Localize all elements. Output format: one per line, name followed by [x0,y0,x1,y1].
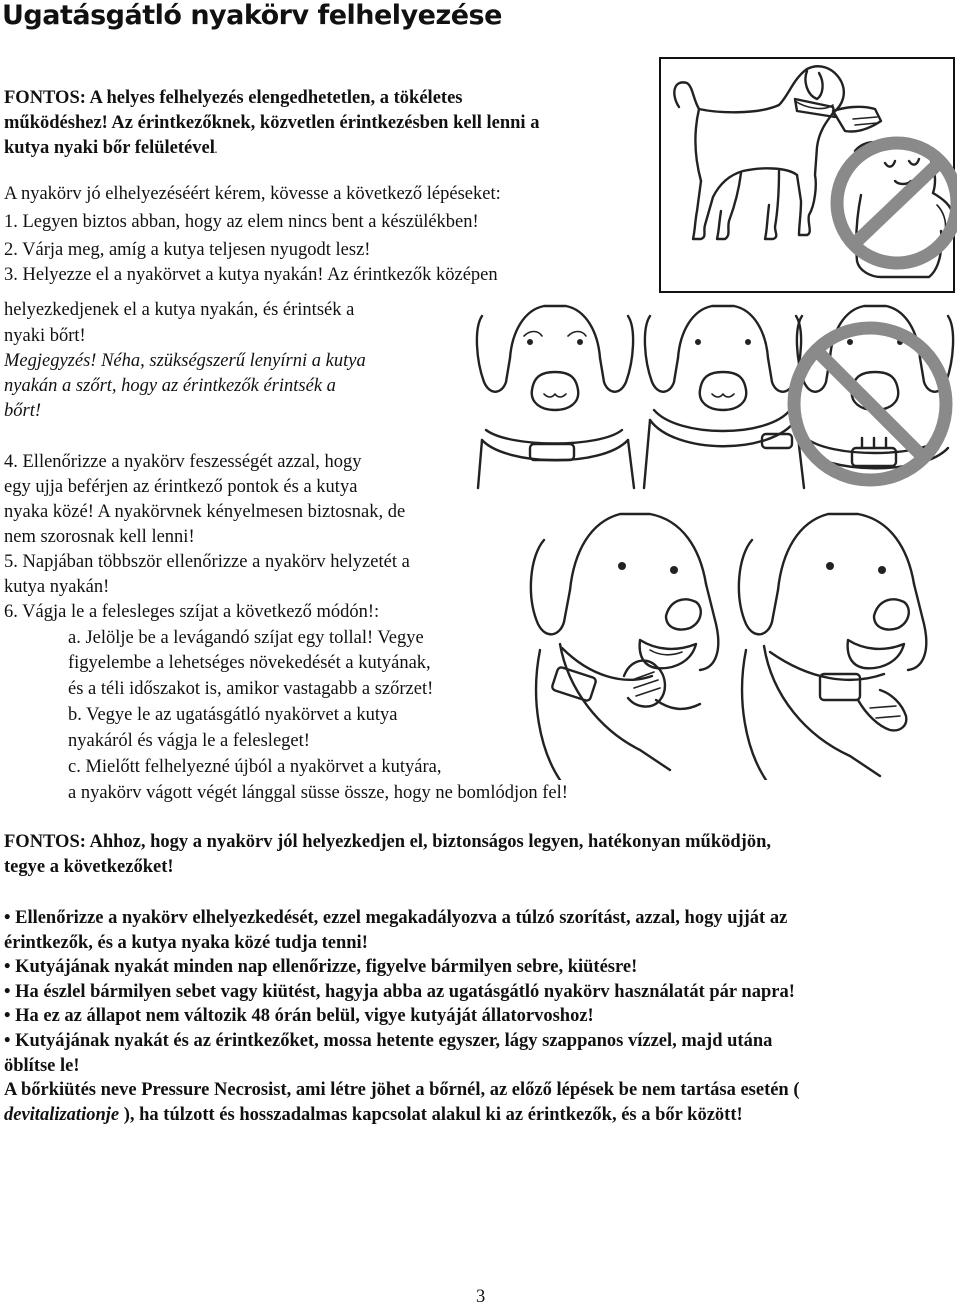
step-3: 3. Helyezze el a nyakörvet a kutya nyakán! Az érintkezők középen [4,265,498,285]
list-item: • Kutyájának nyakát és az érintkezőket, mossa hetente egyszer, lágy szappanos vízzel, majd utána [4,1030,773,1051]
prohibited-sign [794,328,946,480]
italic-term: devitalizationje [4,1104,120,1125]
list-item: • Ha észlel bármilyen sebet vagy kiütést, hagyja abba az ugatásgátló nyakörv használatát pár napra! [4,981,795,1002]
intro-line: FONTOS: A helyes felhelyezés elengedhetetlen, a tökéletes [4,88,463,108]
list-item-cont: öblítse le! [4,1055,80,1076]
step-4-cont: nyaka közé! A nyakörvnek kényelmesen biztosnak, de [4,502,406,522]
list-item: • Kutyájának nyakát minden nap ellenőrizze, figyelve bármilyen sebre, kiütésre! [4,957,638,978]
dog-face-2 [644,306,804,488]
step-2: 2. Várja meg, amíg a kutya teljesen nyugodt lesz! [4,240,371,260]
step-4: 4. Ellenőrizze a nyakörv feszességét azzal, hogy [4,452,362,472]
substep-a-cont: és a téli időszakot is, amikor vastagabb a szőrzet! [68,679,434,699]
step-6: 6. Vágja le a felesleges szíjat a következő módón!: [4,602,380,622]
step-3-cont: nyaki bőrt! [4,326,86,346]
dog-collar-fit-check-illustration [520,500,960,780]
substep-b-cont: nyakáról és vágja le a felesleget! [68,731,310,751]
step-5: 5. Napjában többször ellenőrizze a nyakörv helyzetét a [4,552,410,572]
intro-line: kutya nyaki bőr felületével. [4,138,218,158]
substep-c-cont: a nyakörv vágott végét lánggal süsse össze, hogy ne bomlódjon fel! [68,783,568,803]
step-4-cont: egy ujja beférjen az érintkező pontok és a kutya [4,477,358,497]
step-3-cont: helyezkedjenek el a kutya nyakán, és érintsék a [4,300,355,320]
substep-a: a. Jelölje be a levágandó szíjat egy tollal! Vegye [68,628,424,648]
dog-standing-illustration [657,55,957,295]
dog-face-1 [477,306,634,488]
important-line: FONTOS: Ahhoz, hogy a nyakörv jól helyezkedjen el, biztonságos legyen, hatékonyan működjön, [4,832,771,852]
note-line: nyakán a szőrt, hogy az érintkezők érintsék a [4,376,336,396]
closing-paragraph: A bőrkiütés neve Pressure Necrosist, ami létre jöhet a bőrnél, az előző lépések be nem tartása esetén ( [4,1080,800,1101]
dog-collar-position-illustration [470,298,960,498]
intro-important [4,86,539,163]
bullet-list [4,906,954,1127]
steps-lead: A nyakörv jó elhelyezéséért kérem, kövesse a következő lépéseket: [4,184,501,204]
step-4-cont: nem szorosnak kell lenni! [4,527,195,547]
step-1: 1. Legyen biztos abban, hogy az elem nincs bent a készülékben! [4,212,479,232]
step-5-cont: kutya nyakán! [4,577,110,597]
note-line: Megjegyzés! Néha, szükségszerű lenyírni a kutya [4,351,366,371]
page-number: 3 [476,1287,486,1307]
important-line: tegye a következőket! [4,856,174,877]
prohibited-sign [837,143,957,263]
list-item: • Ellenőrizze a nyakörv elhelyezkedését, ezzel megakadályozva a túlzó szorítást, azzal, hogy ujját az [4,908,788,928]
dog-fitting-left [531,514,718,780]
substep-c: c. Mielőtt felhelyezné újból a nyakörvet a kutyára, [68,757,442,777]
page-title: Ugatásgátló nyakörv felhelyezése [2,0,502,31]
substep-a-cont: figyelembe a lehetséges növekedését a kutyának, [68,653,431,673]
list-item: • Ha ez az állapot nem változik 48 órán belül, vigye kutyáját állatorvoshoz! [4,1006,594,1027]
dog-left [674,66,881,239]
important-heading [4,830,954,879]
list-item-cont: érintkezők, és a kutya nyaka közé tudja tenni! [4,932,368,953]
intro-line: működéshez! Az érintkezőknek, közvetlen érintkezésben kell lenni a [4,113,540,133]
substep-b: b. Vegye le az ugatásgátló nyakörvet a kutya [68,705,398,725]
closing-paragraph-cont: devitalizationje ), ha túlzott és hosszadalmas kapcsolat alakul ki az érintkezők, és a bőr között! [4,1104,743,1125]
dog-fitting-right [739,514,926,780]
note-line: bőrt! [4,401,41,421]
